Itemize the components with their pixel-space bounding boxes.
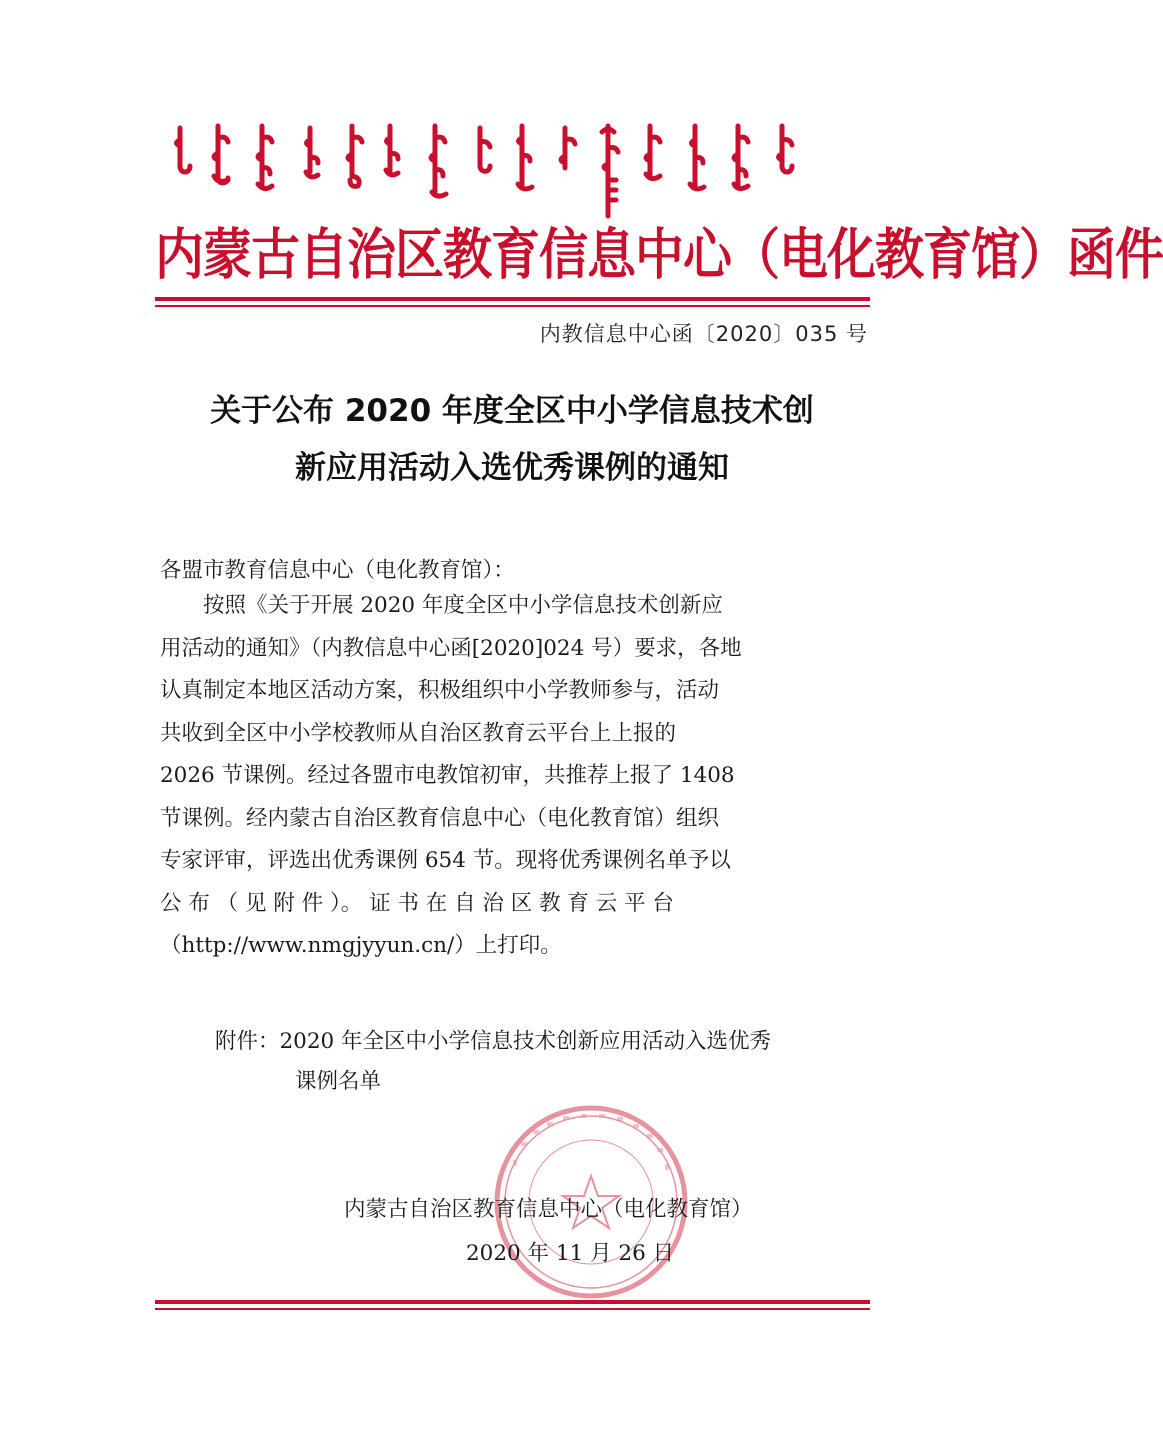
body-line: 节课例。经内蒙古自治区教育信息中心（电化教育馆）组织 — [160, 805, 720, 831]
footer-divider-thin — [155, 1308, 870, 1310]
notice-title-line-1: 关于公布 2020 年度全区中小学信息技术创 — [210, 393, 814, 429]
attachment-line-2: 课例名单 — [295, 1069, 382, 1094]
mongolian-script-image — [170, 118, 860, 218]
attachment-note — [215, 1022, 771, 1102]
body-line: 公 布 （ 见 附 件 ）。 证 书 在 自 治 区 教 育 云 平 台 — [160, 890, 674, 916]
body-line: 2026 节课例。经过各盟市电教馆初审，共推荐上报了 1408 — [160, 763, 735, 788]
letterhead-divider-thin — [155, 305, 870, 307]
body-line: 共收到全区中小学校教师从自治区教育云平台上上报的 — [160, 720, 677, 746]
letterhead-divider-thick — [155, 297, 870, 301]
body-line: （http://www.nmgjyyun.cn/）上打印。 — [160, 933, 562, 958]
body-line: 用活动的通知》（内教信息中心函[2020]024 号）要求，各地 — [160, 635, 742, 661]
mongolian-script-header — [170, 118, 860, 218]
salutation: 各盟市教育信息中心（电化教育馆）： — [160, 558, 515, 583]
letterhead-title: 内蒙古自治区教育信息中心（电化教育馆）函件 — [155, 223, 1163, 288]
document-number: 内教信息中心函〔2020〕035 号 — [539, 322, 868, 346]
body-paragraph — [160, 585, 866, 968]
body-line: 认真制定本地区活动方案，积极组织中小学教师参与，活动 — [160, 678, 720, 703]
body-line: 专家评审，评选出优秀课例 654 节。现将优秀课例名单予以 — [160, 848, 731, 873]
issuing-organization: 内蒙古自治区教育信息中心（电化教育馆） — [344, 1197, 753, 1222]
footer-divider-thick — [155, 1300, 870, 1304]
issue-date: 2020 年 11 月 26 日 — [466, 1241, 675, 1266]
attachment-line-1: 附件：2020 年全区中小学信息技术创新应用活动入选优秀 — [215, 1029, 772, 1054]
notice-title — [150, 383, 874, 497]
notice-title-line-2: 新应用活动入选优秀课例的通知 — [295, 450, 729, 486]
body-line: 按照《关于开展 2020 年度全区中小学信息技术创新应 — [160, 593, 723, 618]
